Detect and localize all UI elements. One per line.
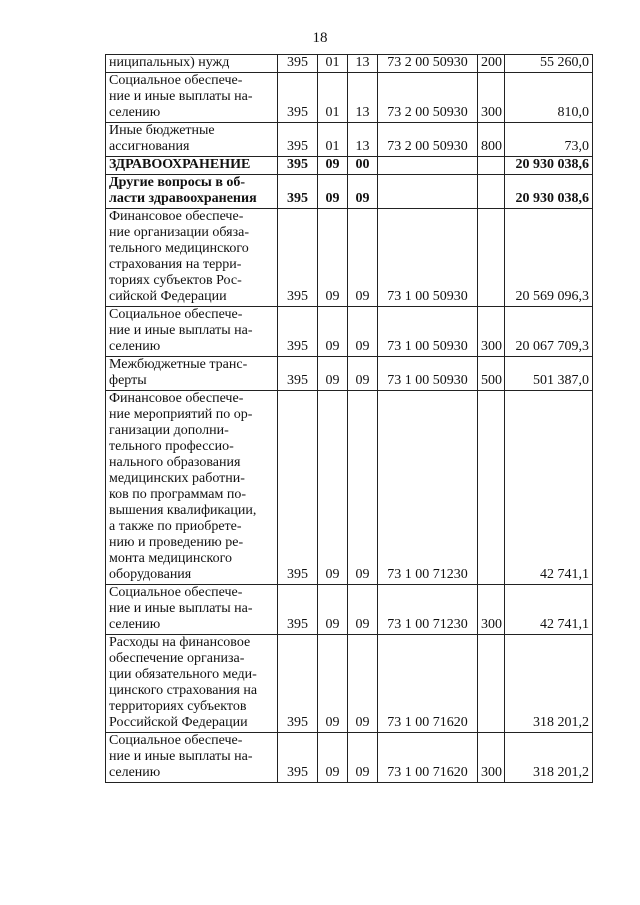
expense-type-cell: 300 — [478, 307, 505, 357]
table-row — [106, 73, 593, 123]
section-code-cell: 09 — [318, 357, 348, 391]
table-row — [106, 123, 593, 157]
expense-type-cell — [478, 209, 505, 307]
section-code-cell: 01 — [318, 123, 348, 157]
target-article-cell — [378, 175, 478, 209]
expense-type-cell — [478, 157, 505, 175]
ministry-code-cell: 395 — [278, 55, 318, 73]
amount-cell: 318 201,2 — [505, 635, 593, 733]
target-article-cell: 73 1 00 71620 — [378, 733, 478, 783]
row-name-cell: ниципальных) нужд — [106, 55, 278, 73]
amount-cell: 810,0 — [505, 73, 593, 123]
ministry-code-cell: 395 — [278, 307, 318, 357]
subsection-code-cell: 13 — [348, 123, 378, 157]
target-article-cell: 73 1 00 50930 — [378, 307, 478, 357]
expense-type-cell — [478, 635, 505, 733]
subsection-code-cell: 09 — [348, 391, 378, 585]
table-row — [106, 391, 593, 585]
subsection-code-cell: 13 — [348, 55, 378, 73]
row-name-cell: Социальное обеспече- ние и иные выплаты на- селению — [106, 585, 278, 635]
subsection-code-cell: 09 — [348, 733, 378, 783]
expense-type-cell — [478, 175, 505, 209]
row-name-cell: ЗДРАВООХРАНЕНИЕ — [106, 157, 278, 175]
section-code-cell: 09 — [318, 175, 348, 209]
table-row — [106, 585, 593, 635]
target-article-cell: 73 1 00 50930 — [378, 357, 478, 391]
table-row — [106, 209, 593, 307]
section-code-cell: 09 — [318, 635, 348, 733]
ministry-code-cell: 395 — [278, 209, 318, 307]
subsection-code-cell: 09 — [348, 307, 378, 357]
expense-type-cell: 300 — [478, 73, 505, 123]
section-code-cell: 09 — [318, 733, 348, 783]
target-article-cell: 73 2 00 50930 — [378, 73, 478, 123]
row-name-cell: Расходы на финансовое обеспечение организа- ции обязательного меди- цинского страхования на территориях субъектов Российской Федерации — [106, 635, 278, 733]
amount-cell: 55 260,0 — [505, 55, 593, 73]
section-code-cell: 09 — [318, 585, 348, 635]
subsection-code-cell: 09 — [348, 175, 378, 209]
expense-type-cell: 300 — [478, 585, 505, 635]
amount-cell: 20 930 038,6 — [505, 157, 593, 175]
target-article-cell: 73 2 00 50930 — [378, 123, 478, 157]
section-code-cell: 09 — [318, 157, 348, 175]
section-code-cell: 09 — [318, 307, 348, 357]
amount-cell: 20 569 096,3 — [505, 209, 593, 307]
ministry-code-cell: 395 — [278, 391, 318, 585]
ministry-code-cell: 395 — [278, 123, 318, 157]
amount-cell: 42 741,1 — [505, 585, 593, 635]
budget-table — [105, 54, 593, 783]
amount-cell: 501 387,0 — [505, 357, 593, 391]
row-name-cell: Другие вопросы в об- ласти здравоохранения — [106, 175, 278, 209]
expense-type-cell: 500 — [478, 357, 505, 391]
expense-type-cell: 800 — [478, 123, 505, 157]
target-article-cell: 73 1 00 71620 — [378, 635, 478, 733]
target-article-cell — [378, 157, 478, 175]
expense-type-cell: 200 — [478, 55, 505, 73]
table-row — [106, 357, 593, 391]
target-article-cell: 73 2 00 50930 — [378, 55, 478, 73]
table-row — [106, 157, 593, 175]
table-row — [106, 635, 593, 733]
section-code-cell: 01 — [318, 55, 348, 73]
row-name-cell: Социальное обеспече- ние и иные выплаты на- селению — [106, 307, 278, 357]
row-name-cell: Финансовое обеспече- ние организации обяза- тельного медицинского страхования на терри- ториях субъектов Рос- сийской Федерации — [106, 209, 278, 307]
ministry-code-cell: 395 — [278, 733, 318, 783]
subsection-code-cell: 09 — [348, 357, 378, 391]
ministry-code-cell: 395 — [278, 585, 318, 635]
section-code-cell: 01 — [318, 73, 348, 123]
subsection-code-cell: 09 — [348, 635, 378, 733]
amount-cell: 73,0 — [505, 123, 593, 157]
section-code-cell: 09 — [318, 209, 348, 307]
ministry-code-cell: 395 — [278, 175, 318, 209]
row-name-cell: Социальное обеспече- ние и иные выплаты на- селению — [106, 73, 278, 123]
ministry-code-cell: 395 — [278, 635, 318, 733]
budget-table-body — [106, 55, 593, 783]
subsection-code-cell: 00 — [348, 157, 378, 175]
target-article-cell: 73 1 00 50930 — [378, 209, 478, 307]
row-name-cell: Иные бюджетные ассигнования — [106, 123, 278, 157]
row-name-cell: Межбюджетные транс- ферты — [106, 357, 278, 391]
amount-cell: 20 067 709,3 — [505, 307, 593, 357]
expense-type-cell: 300 — [478, 733, 505, 783]
row-name-cell: Финансовое обеспече- ние мероприятий по ор- ганизации дополни- тельного профессио- нального образования медицинских работни- ков по программам по- вышения квалификации, а также по приобрете- нию и проведению ре- монта медицинского оборудования — [106, 391, 278, 585]
subsection-code-cell: 13 — [348, 73, 378, 123]
subsection-code-cell: 09 — [348, 585, 378, 635]
subsection-code-cell: 09 — [348, 209, 378, 307]
section-code-cell: 09 — [318, 391, 348, 585]
target-article-cell: 73 1 00 71230 — [378, 585, 478, 635]
row-name-cell: Социальное обеспече- ние и иные выплаты на- селению — [106, 733, 278, 783]
ministry-code-cell: 395 — [278, 357, 318, 391]
table-row — [106, 307, 593, 357]
ministry-code-cell: 395 — [278, 157, 318, 175]
table-row — [106, 55, 593, 73]
ministry-code-cell: 395 — [278, 73, 318, 123]
table-row — [106, 733, 593, 783]
table-row — [106, 175, 593, 209]
expense-type-cell — [478, 391, 505, 585]
page-number: 18 — [312, 30, 328, 46]
target-article-cell: 73 1 00 71230 — [378, 391, 478, 585]
amount-cell: 318 201,2 — [505, 733, 593, 783]
amount-cell: 20 930 038,6 — [505, 175, 593, 209]
amount-cell: 42 741,1 — [505, 391, 593, 585]
